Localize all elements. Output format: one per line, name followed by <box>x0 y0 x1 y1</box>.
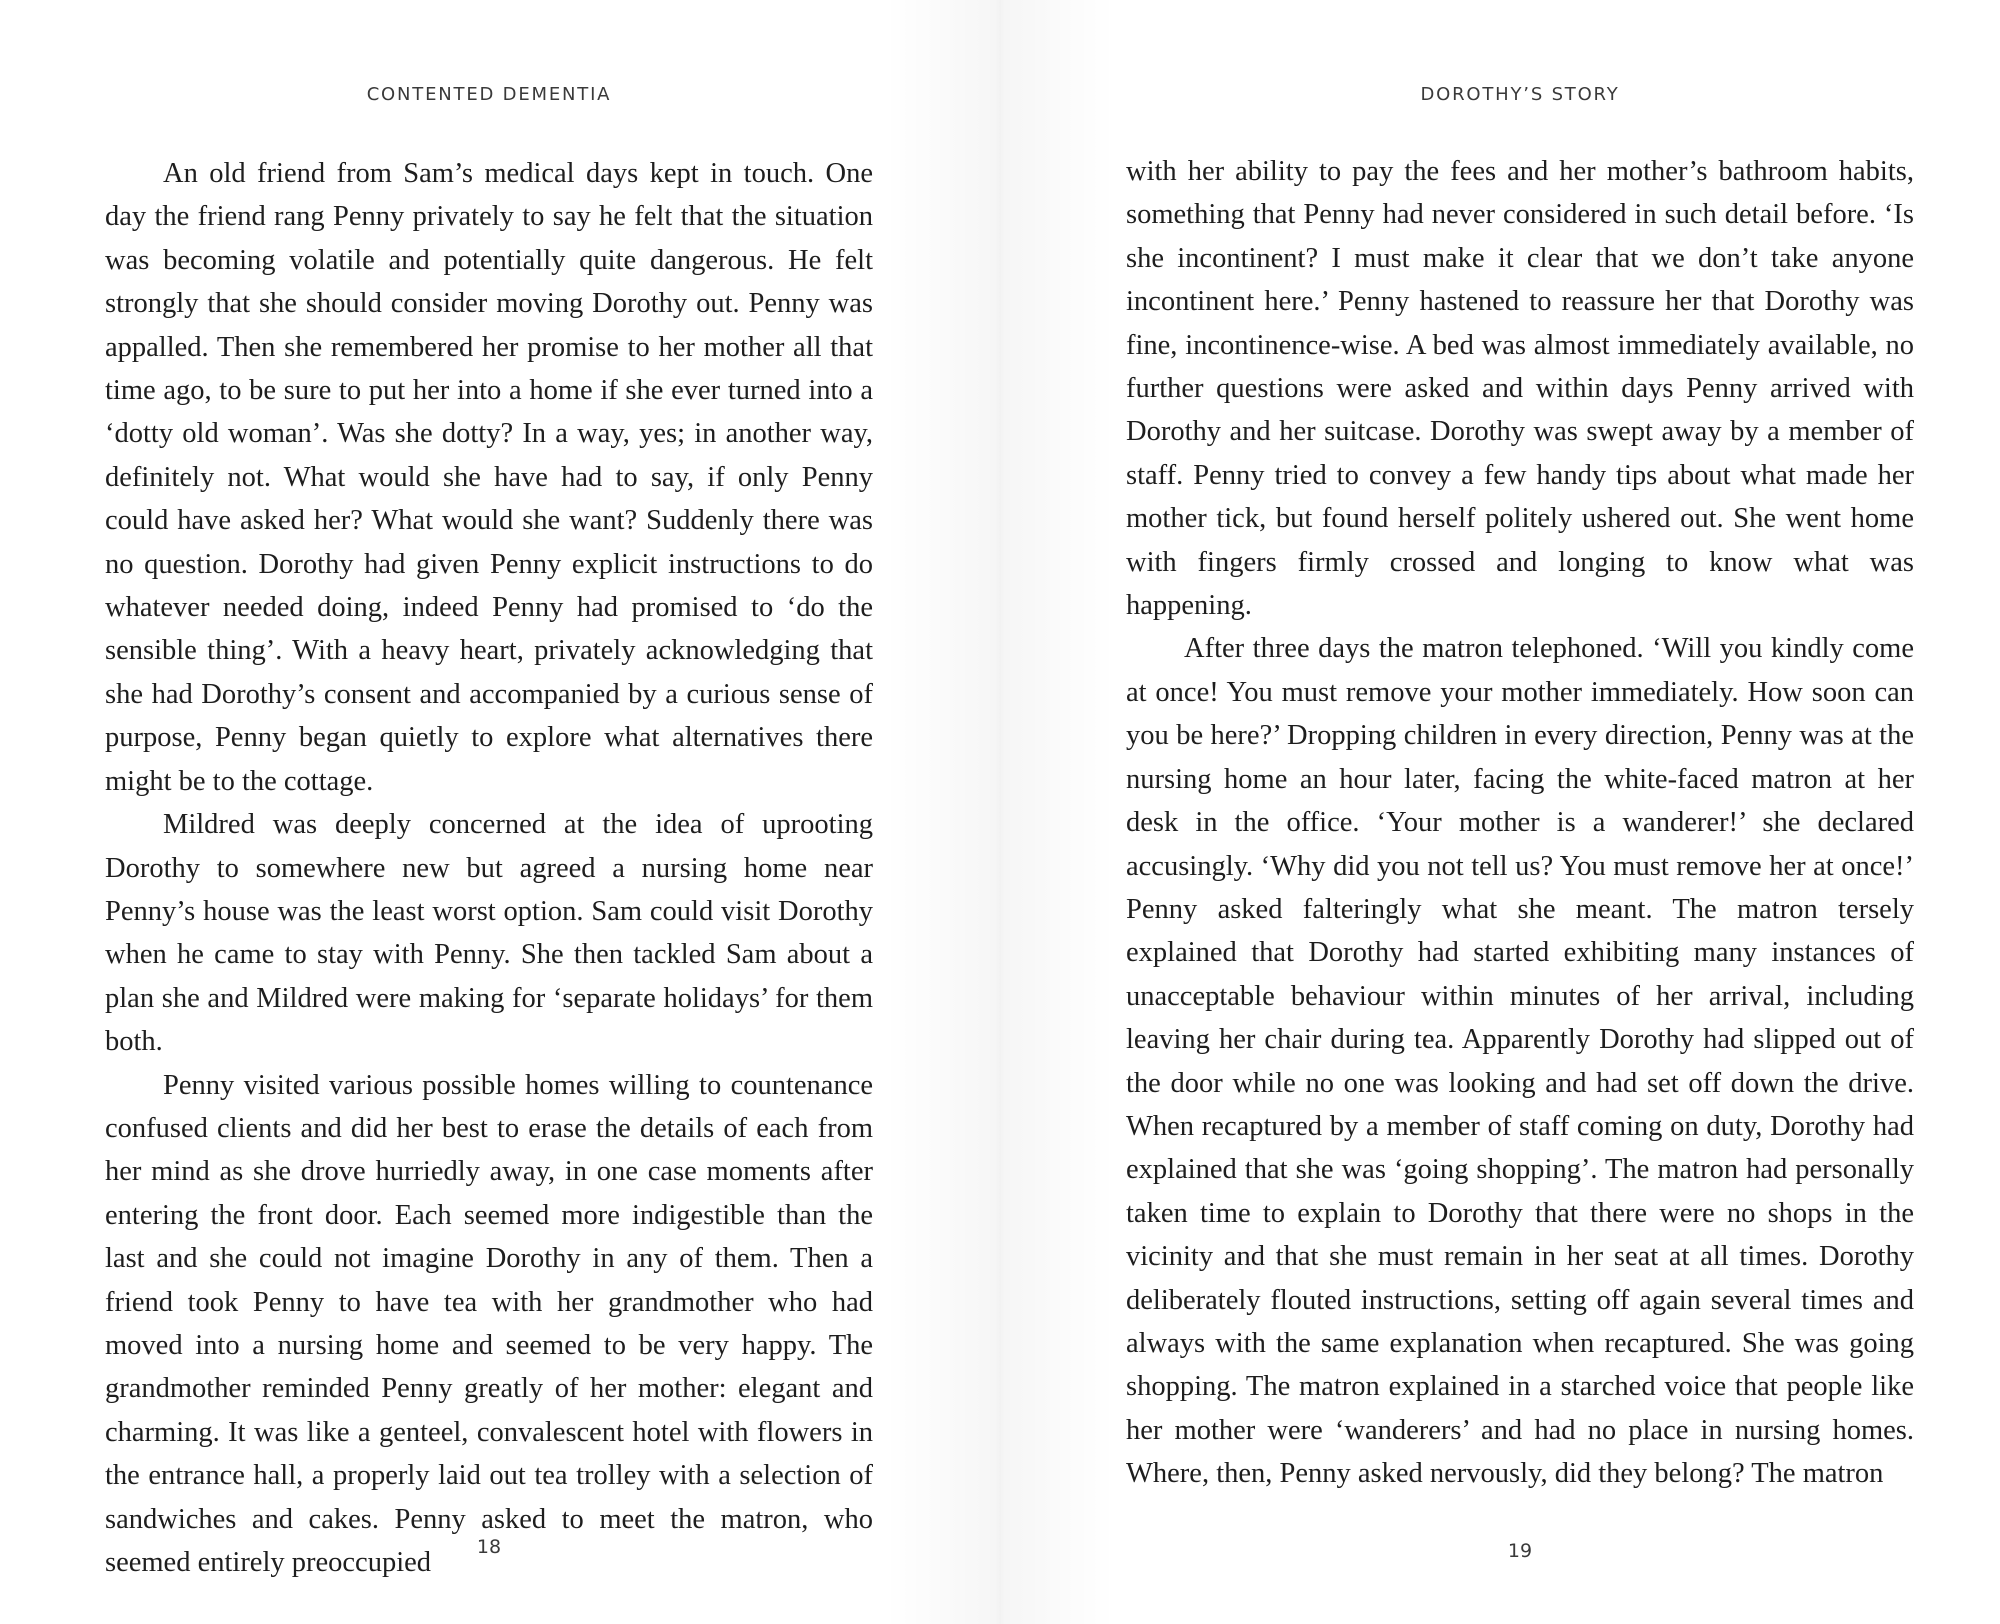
page-number-right: 19 <box>1507 1540 1533 1562</box>
left-page-body <box>105 152 873 1584</box>
right-page <box>1000 0 2000 1624</box>
page-number-left: 18 <box>476 1536 502 1558</box>
running-head-right: DOROTHY’S STORY <box>1420 84 1620 105</box>
right-page-body <box>1126 150 1914 1496</box>
paragraph: Penny visited various possible homes willing to countenance confused clients and did her best to erase the details of each from her mind as she drove hurriedly away, in one case moments after entering the front door. Each seemed more indigestible than the last and she could not imagine Dorothy in any of them. Then a friend took Penny to have tea with her grandmother who had moved into a nursing home and seemed to be very happy. The grandmother reminded Penny greatly of her mother: elegant and charming. It was like a genteel, convalescent hotel with flowers in the entrance hall, a properly laid out tea trolley with a selection of sandwiches and cakes. Penny asked to meet the matron, who seemed entirely preoccupied <box>105 1069 873 1578</box>
paragraph: An old friend from Sam’s medical days kept in touch. One day the friend rang Penny privately to say he felt that the situation was becoming volatile and potentially quite dangerous. He felt strongly that she should consider moving Dorothy out. Penny was appalled. Then she remembered her promise to her mother all that time ago, to be sure to put her into a home if she ever turned into a ‘dotty old woman’. Was she dotty? In a way, yes; in another way, definitely not. What would she have had to say, if only Penny could have asked her? What would she want? Suddenly there was no question. Dorothy had given Penny explicit instructions to do whatever needed doing, indeed Penny had promised to ‘do the sensible thing’. With a heavy heart, privately acknowledging that she had Dorothy’s consent and accompanied by a curious sense of purpose, Penny began quietly to explore what alternatives there might be to the cottage. <box>105 158 873 797</box>
paragraph: Mildred was deeply concerned at the idea of uprooting Dorothy to somewhere new but agreed a nursing home near Penny’s house was the least worst option. Sam could visit Dorothy when he came to stay with Penny. She then tackled Sam about a plan she and Mildred were making for ‘separate holidays’ for them both. <box>105 809 873 1058</box>
paragraph: After three days the matron telephoned. ‘Will you kindly come at once! You must remove your mother immediately. How soon can you be here?’ Dropping children in every direction, Penny was at the nursing home an hour later, facing the white-faced matron at her desk in the office. ‘Your mother is a wanderer!’ she declared accusingly. ‘Why did you not tell us? You must remove her at once!’ Penny asked falteringly what she meant. The matron tersely explained that Dorothy had started exhibiting many instances of unacceptable behaviour within minutes of her arrival, including leaving her chair during tea. Apparently Dorothy had slipped out of the door while no one was looking and had set off down the drive. When recaptured by a member of staff coming on duty, Dorothy had explained that she was ‘going shopping’. The matron had personally taken time to explain to Dorothy that there were no shops in the vicinity and that she must remain in her seat at all times. Dorothy deliberately flouted instructions, setting off again several times and always with the same explanation when recaptured. She was going shopping. The matron explained in a starched voice that people like her mother were ‘wanderers’ and had no place in nursing homes. Where, then, Penny asked nervously, did they belong? The matron <box>1126 633 1914 1490</box>
paragraph-continued: with her ability to pay the fees and her mother’s bathroom habits, something that Penny had never considered in such detail before. ‘Is she incontinent? I must make it clear that we don’t take anyone incontinent here.’ Penny hastened to reassure her that Dorothy was fine, incontinence-wise. A bed was almost immediately available, no further questions were asked and within days Penny arrived with Dorothy and her suitcase. Dorothy was swept away by a member of staff. Penny tried to convey a few handy tips about what made her mother tick, but found herself politely ushered out. She went home with fingers firmly crossed and longing to know what was happening. <box>1126 156 1914 622</box>
running-head-left: CONTENTED DEMENTIA <box>366 84 612 105</box>
